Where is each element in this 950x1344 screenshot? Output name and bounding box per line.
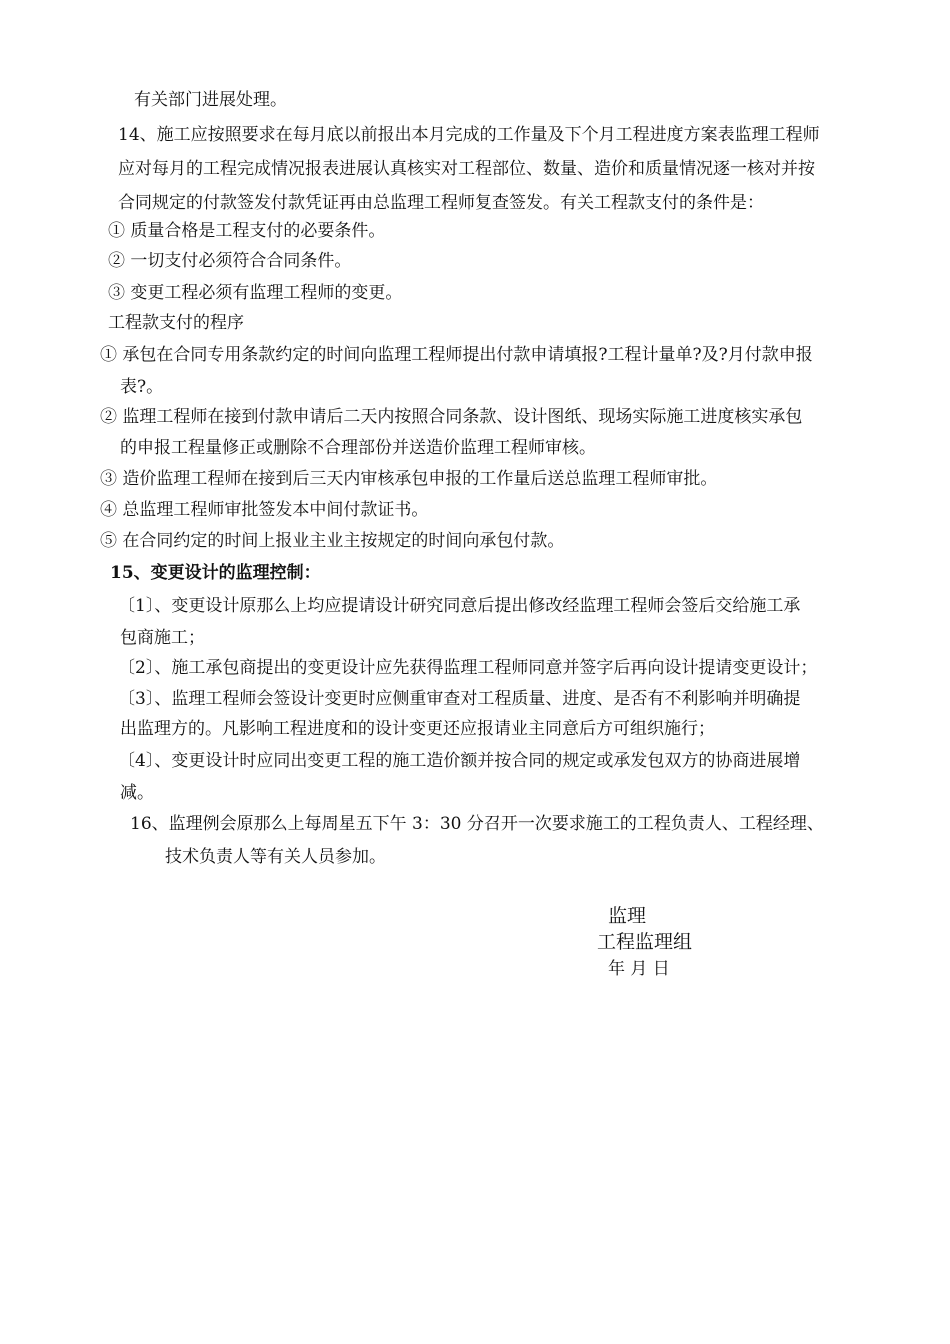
text-line: 出监理方的。凡影响工程进度和的设计变更还应报请业主同意后方可组织施行； [120,719,715,739]
signature-date: 年 月 日 [608,959,670,979]
section-heading: 工程款支付的程序 [108,313,244,333]
list-item: 〔3〕、监理工程师会签设计变更时应侧重审查对工程质量、进度、是否有不利影响并明确提 [118,689,801,709]
list-item: ② 监理工程师在接到付款申请后二天内按照合同条款、设计图纸、现场实际施工进度核实承包 [100,407,803,427]
signature-group: 工程监理组 [597,931,693,953]
list-item: ① 质量合格是工程支付的必要条件。 [108,221,386,241]
list-item: ⑤ 在合同约定的时间上报业主业主按规定的时间向承包付款。 [100,531,565,551]
section-heading: 15、变更设计的监理控制： [110,563,321,583]
text-line: 有关部门进展处理。 [134,90,287,110]
text-line: 减。 [120,783,154,803]
list-item: 〔1〕、变更设计原那么上均应提请设计研究同意后提出修改经监理工程师会签后交给施工承 [118,596,801,616]
list-item: ① 承包在合同专用条款约定的时间向监理工程师提出付款申请填报?工程计量单?及?月付款申报 [100,345,813,365]
list-item: ③ 造价监理工程师在接到后三天内审核承包申报的工作量后送总监理工程师审批。 [100,469,718,489]
text-line: 合同规定的付款签发付款凭证再由总监理工程师复查签发。有关工程款支付的条件是： [118,193,764,213]
text-line: 技术负责人等有关人员参加。 [165,847,386,867]
list-item: 〔2〕、施工承包商提出的变更设计应先获得监理工程师同意并签字后再向设计提请变更设计； [118,658,818,678]
text-line: 包商施工； [120,628,205,648]
list-item: 16、监理例会原那么上每周星五下午 3：30 分召开一次要求施工的工程负责人、工程经理、 [130,814,824,834]
text-line: 的申报工程量修正或删除不合理部份并送造价监理工程师审核。 [120,438,596,458]
list-item: 〔4〕、变更设计时应同出变更工程的施工造价额并按合同的规定或承发包双方的协商进展增 [118,751,801,771]
list-item: ② 一切支付必须符合合同条件。 [108,251,352,271]
text-line: 14、施工应按照要求在每月底以前报出本月完成的工作量及下个月工程进度方案表监理工程师 [118,125,820,145]
list-item: ④ 总监理工程师审批签发本中间付款证书。 [100,500,429,520]
text-line: 应对每月的工程完成情况报表进展认真核实对工程部位、数量、造价和质量情况逐一核对并按 [118,159,815,179]
list-item: ③ 变更工程必须有监理工程师的变更。 [108,283,403,303]
text-line: 表?。 [120,377,164,397]
signature-org: 监理 [608,905,647,927]
